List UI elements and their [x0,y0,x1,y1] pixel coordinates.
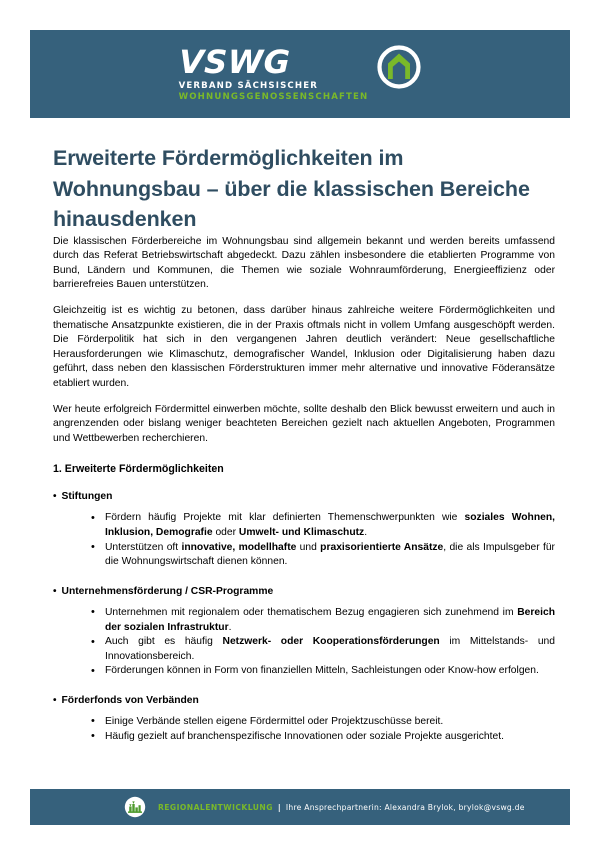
header-band [30,30,570,118]
logo-subline-verband: VERBAND SÄCHSISCHER [178,81,319,92]
intro-paragraph-3: Wer heute erfolgreich Fördermittel einwerben möchte, sollte deshalb den Blick bewusst erweitern und auch in angrenzenden oder bislang weniger beachteten Bereichen gezielt nach aktuellen Angeboten, Programmen und Wettbewerben recherchieren. [53,403,555,444]
intro-paragraph-2: Gleichzeitig ist es wichtig zu betonen, dass darüber hinaus zahlreiche weitere Fördermöglichkeiten und thematische Ansatzpunkte existieren, die in der Praxis oftmals nicht in vollem Umfang ausgeschöpft werden. Die Förderpolitik hat sich in den vergangenen Jahren deutlich verändert: Neue gesellschaftliche Herausforderungen wie Klimaschutz, demografischer Wandel, Inklusion oder Digitalisierung haben dazu geführt, dass neben den klassischen Förderstrukturen immer mehr alternative und innovative Föderansätze etabliert wurden. [53,304,555,390]
logo-subline-wohnungsgenossenschaften: WOHNUNGSGENOSSENSCHAFTEN [178,92,369,102]
subsection-heading [53,586,555,597]
list-item [91,635,555,664]
list-item-text: Auch gibt es häufig [105,636,223,648]
subsection-bullet-icon: • [53,694,57,706]
list-item-text: im Mittelstands- und Innovationsbereich. [105,636,556,662]
footer-text [158,803,525,812]
list-item-text: und [296,541,321,553]
list-item-emphasis: innovative, modellhafte [181,541,297,553]
subsection-heading [53,695,555,706]
list-item-text: Einige Verbände stellen eigene Fördermittel oder Projektzuschüsse bereit. [105,715,444,727]
list-item-emphasis: Bereich der sozialen Infrastruktur [105,606,555,633]
logo-wordmark: VSWG [177,43,291,82]
subsection-heading-label: Förderfonds von Verbänden [61,694,199,706]
house-in-ring-icon [377,45,421,89]
subsection-bullet-list [53,715,555,744]
subsections-container [0,491,600,744]
footer-band [30,789,570,825]
list-item-text: Fördern häufig Projekte mit klar definierten Themenschwerpunkten wie [105,512,465,524]
list-item [91,606,555,635]
list-item [91,541,555,570]
logo-wordmark-group [179,45,369,102]
list-item [91,664,555,679]
subsection-bullet-icon: • [53,491,57,503]
list-item-emphasis: Umwelt- und Klimaschutz [238,527,365,539]
list-item-emphasis: soziales Wohnen, Inklusion, Demografie [105,512,555,539]
list-item-text: , die als Impulsgeber für die Wohnungswirtschaft dienen können. [105,541,555,568]
list-item-text: Unternehmen mit regionalem oder thematischem Bezug engagieren sich zunehmend im [105,606,518,618]
document-body [0,118,600,744]
subsection-bullet-list [53,606,555,679]
list-item [91,715,555,730]
list-item-text: . [228,621,232,633]
footer-department: REGIONALENTWICKLUNG [158,802,273,812]
intro-paragraph-1: Die klassischen Förderbereiche im Wohnungsbau sind allgemein bekannt und werden bereits umfassend durch das Referat Betriebswirtschaft abgedeckt. Dazu zählen insbesondere die etablierten Programme von Bund, Ländern und Kommunen, die Themen wie soziale Wohnraumförderung, Energieeffizienz oder barrierefreies Bauen unterstützen. [53,235,555,291]
cityscape-in-circle-icon [124,796,146,818]
list-item-text: Häufig gezielt auf branchenspezifische Innovationen oder soziale Projekte ausgerichtet. [105,730,504,742]
section-heading-1: 1. Erweiterte Fördermöglichkeiten [53,463,224,476]
footer-contact: Ihre Ansprechpartnerin: Alexandra Brylok, brylok@vswg.de [285,802,525,812]
vswg-logo [179,45,422,102]
subsection-heading-label: Unternehmensförderung / CSR-Programme [61,585,274,597]
subsection-bullet-icon: • [53,585,57,597]
list-item-text: . [364,527,368,539]
subsection-heading [53,491,555,502]
list-item-text: Förderungen können in Form von finanziellen Mitteln, Sachleistungen oder Know-how erfolgen. [105,665,539,677]
list-item-emphasis: praxisorientierte Ansätze [320,541,444,553]
list-item [91,730,555,745]
list-item [91,511,555,540]
subsection-bullet-list [53,511,555,569]
list-item-emphasis: Netzwerk- oder Kooperationsförderungen [222,636,440,648]
list-item-text: oder [212,527,239,539]
page-title: Erweiterte Fördermöglichkeiten im Wohnungsbau – über die klassischen Bereiche hinausdenken [53,146,530,232]
list-item-text: Unterstützen oft [105,541,182,553]
footer-separator: | [277,802,281,812]
subsection-heading-label: Stiftungen [61,491,113,503]
